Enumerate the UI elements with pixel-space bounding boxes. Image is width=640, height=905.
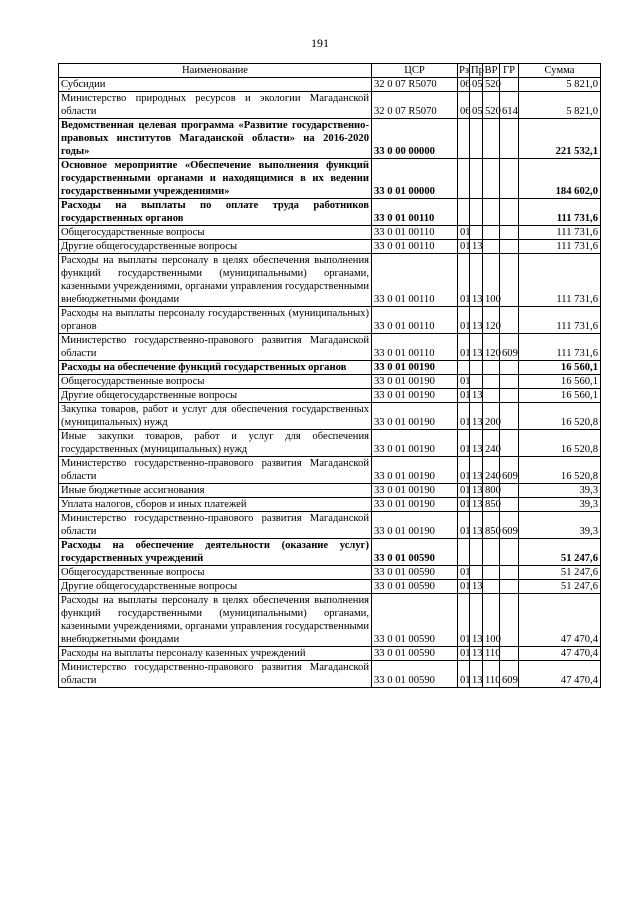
cell-csr: 33 0 01 00190 bbox=[372, 498, 458, 512]
cell-rz: 01 bbox=[458, 254, 470, 307]
cell-sum: 111 731,6 bbox=[519, 254, 601, 307]
cell-pr bbox=[470, 119, 483, 159]
cell-gr bbox=[500, 403, 519, 430]
table-row bbox=[59, 647, 601, 661]
cell-vr: 240 bbox=[483, 457, 500, 484]
cell-gr: 614 bbox=[500, 92, 519, 119]
cell-rz: 06 bbox=[458, 92, 470, 119]
cell-pr: 13 bbox=[470, 498, 483, 512]
cell-csr: 33 0 01 00110 bbox=[372, 334, 458, 361]
cell-rz: 01 bbox=[458, 498, 470, 512]
cell-rz bbox=[458, 199, 470, 226]
cell-name: Общегосударственные вопросы bbox=[59, 566, 372, 580]
cell-name: Другие общегосударственные вопросы bbox=[59, 240, 372, 254]
cell-sum: 16 560,1 bbox=[519, 375, 601, 389]
cell-vr bbox=[483, 389, 500, 403]
table-row bbox=[59, 661, 601, 688]
cell-rz bbox=[458, 361, 470, 375]
cell-sum: 51 247,6 bbox=[519, 539, 601, 566]
cell-pr: 13 bbox=[470, 661, 483, 688]
cell-pr bbox=[470, 361, 483, 375]
cell-gr: 609 bbox=[500, 457, 519, 484]
cell-csr: 33 0 01 00590 bbox=[372, 539, 458, 566]
cell-sum: 47 470,4 bbox=[519, 647, 601, 661]
cell-csr: 33 0 01 00190 bbox=[372, 403, 458, 430]
cell-rz: 01 bbox=[458, 484, 470, 498]
table-row bbox=[59, 240, 601, 254]
cell-rz: 01 bbox=[458, 334, 470, 361]
header-gr: ГР bbox=[500, 64, 519, 78]
cell-gr bbox=[500, 226, 519, 240]
cell-pr: 13 bbox=[470, 594, 483, 647]
cell-sum: 16 560,1 bbox=[519, 389, 601, 403]
cell-name: Министерство природных ресурсов и экологии Магаданской области bbox=[59, 92, 372, 119]
cell-pr: 13 bbox=[470, 254, 483, 307]
cell-sum: 39,3 bbox=[519, 484, 601, 498]
cell-rz: 01 bbox=[458, 661, 470, 688]
cell-vr bbox=[483, 240, 500, 254]
table-row bbox=[59, 361, 601, 375]
cell-csr: 33 0 01 00190 bbox=[372, 512, 458, 539]
cell-gr bbox=[500, 307, 519, 334]
cell-name: Субсидии bbox=[59, 78, 372, 92]
cell-vr bbox=[483, 539, 500, 566]
cell-pr: 13 bbox=[470, 647, 483, 661]
cell-sum: 47 470,4 bbox=[519, 661, 601, 688]
cell-vr: 240 bbox=[483, 430, 500, 457]
cell-name: Иные бюджетные ассигнования bbox=[59, 484, 372, 498]
cell-pr bbox=[470, 159, 483, 199]
table-row bbox=[59, 594, 601, 647]
table-row bbox=[59, 92, 601, 119]
table-row bbox=[59, 226, 601, 240]
cell-vr: 850 bbox=[483, 498, 500, 512]
cell-csr: 33 0 01 00190 bbox=[372, 375, 458, 389]
cell-pr: 13 bbox=[470, 580, 483, 594]
table-row bbox=[59, 389, 601, 403]
cell-name: Ведомственная целевая программа «Развитие государственно-правовых институтов Магаданской области» на 2016-2020 годы» bbox=[59, 119, 372, 159]
cell-vr bbox=[483, 199, 500, 226]
budget-table bbox=[58, 63, 601, 688]
cell-pr bbox=[470, 375, 483, 389]
cell-vr: 800 bbox=[483, 484, 500, 498]
cell-pr: 13 bbox=[470, 389, 483, 403]
cell-gr bbox=[500, 647, 519, 661]
cell-pr: 05 bbox=[470, 92, 483, 119]
table-row bbox=[59, 566, 601, 580]
cell-rz: 01 bbox=[458, 512, 470, 539]
cell-sum: 51 247,6 bbox=[519, 580, 601, 594]
cell-vr: 120 bbox=[483, 334, 500, 361]
cell-name: Расходы на обеспечение функций государственных органов bbox=[59, 361, 372, 375]
cell-csr: 33 0 01 00110 bbox=[372, 199, 458, 226]
cell-sum: 111 731,6 bbox=[519, 240, 601, 254]
cell-gr bbox=[500, 199, 519, 226]
cell-sum: 39,3 bbox=[519, 512, 601, 539]
cell-gr bbox=[500, 566, 519, 580]
cell-rz bbox=[458, 159, 470, 199]
cell-rz: 01 bbox=[458, 457, 470, 484]
table-row bbox=[59, 119, 601, 159]
table-row bbox=[59, 484, 601, 498]
cell-rz bbox=[458, 539, 470, 566]
cell-vr bbox=[483, 375, 500, 389]
cell-vr: 110 bbox=[483, 661, 500, 688]
cell-vr bbox=[483, 361, 500, 375]
cell-gr bbox=[500, 498, 519, 512]
table-row bbox=[59, 512, 601, 539]
cell-sum: 39,3 bbox=[519, 498, 601, 512]
cell-pr: 13 bbox=[470, 403, 483, 430]
cell-gr bbox=[500, 78, 519, 92]
cell-gr bbox=[500, 361, 519, 375]
cell-name: Другие общегосударственные вопросы bbox=[59, 389, 372, 403]
cell-gr: 609 bbox=[500, 334, 519, 361]
cell-gr: 609 bbox=[500, 512, 519, 539]
cell-csr: 33 0 01 00190 bbox=[372, 457, 458, 484]
page-number: 191 bbox=[311, 36, 329, 50]
cell-vr bbox=[483, 159, 500, 199]
header-name: Наименование bbox=[59, 64, 372, 78]
cell-pr: 13 bbox=[470, 430, 483, 457]
table-row bbox=[59, 199, 601, 226]
cell-sum: 51 247,6 bbox=[519, 566, 601, 580]
cell-gr bbox=[500, 539, 519, 566]
cell-pr: 13 bbox=[470, 457, 483, 484]
cell-pr: 13 bbox=[470, 240, 483, 254]
cell-gr bbox=[500, 484, 519, 498]
table-row bbox=[59, 430, 601, 457]
cell-name: Основное мероприятие «Обеспечение выполнения функций государственными органами и находящимися в их ведении государственными учреждениями» bbox=[59, 159, 372, 199]
cell-pr: 05 bbox=[470, 78, 483, 92]
cell-rz: 06 bbox=[458, 78, 470, 92]
cell-gr bbox=[500, 389, 519, 403]
cell-pr bbox=[470, 539, 483, 566]
cell-rz: 01 bbox=[458, 226, 470, 240]
cell-csr: 33 0 01 00590 bbox=[372, 580, 458, 594]
cell-csr: 33 0 01 00110 bbox=[372, 226, 458, 240]
cell-pr bbox=[470, 199, 483, 226]
cell-sum: 111 731,6 bbox=[519, 307, 601, 334]
cell-vr: 520 bbox=[483, 92, 500, 119]
cell-gr bbox=[500, 430, 519, 457]
header-csr: ЦСР bbox=[372, 64, 458, 78]
cell-csr: 33 0 01 00110 bbox=[372, 307, 458, 334]
cell-name: Расходы на выплаты персоналу в целях обеспечения выполнения функций государственными (муниципальными) органами, казенными учреждениями, органами управления государственными внебюджетными фондами bbox=[59, 254, 372, 307]
table-row bbox=[59, 580, 601, 594]
cell-rz: 01 bbox=[458, 566, 470, 580]
cell-pr: 13 bbox=[470, 512, 483, 539]
cell-rz: 01 bbox=[458, 647, 470, 661]
cell-sum: 5 821,0 bbox=[519, 78, 601, 92]
cell-csr: 33 0 01 00110 bbox=[372, 240, 458, 254]
cell-sum: 111 731,6 bbox=[519, 226, 601, 240]
cell-csr: 33 0 01 00110 bbox=[372, 254, 458, 307]
cell-rz: 01 bbox=[458, 403, 470, 430]
cell-rz: 01 bbox=[458, 389, 470, 403]
table-row bbox=[59, 254, 601, 307]
cell-csr: 33 0 01 00000 bbox=[372, 159, 458, 199]
cell-pr bbox=[470, 226, 483, 240]
cell-gr: 609 bbox=[500, 661, 519, 688]
cell-vr: 100 bbox=[483, 254, 500, 307]
table-row bbox=[59, 334, 601, 361]
table-row bbox=[59, 159, 601, 199]
cell-pr: 13 bbox=[470, 334, 483, 361]
cell-name: Иные закупки товаров, работ и услуг для обеспечения государственных (муниципальных) нужд bbox=[59, 430, 372, 457]
table-row bbox=[59, 375, 601, 389]
cell-csr: 33 0 01 00590 bbox=[372, 661, 458, 688]
cell-vr bbox=[483, 226, 500, 240]
cell-name: Общегосударственные вопросы bbox=[59, 375, 372, 389]
cell-rz: 01 bbox=[458, 375, 470, 389]
cell-name: Расходы на обеспечение деятельности (оказание услуг) государственных учреждений bbox=[59, 539, 372, 566]
cell-rz: 01 bbox=[458, 594, 470, 647]
cell-name: Министерство государственно-правового развития Магаданской области bbox=[59, 457, 372, 484]
header-sum: Сумма bbox=[519, 64, 601, 78]
table-row bbox=[59, 498, 601, 512]
cell-name: Расходы на выплаты по оплате труда работников государственных органов bbox=[59, 199, 372, 226]
cell-name: Министерство государственно-правового развития Магаданской области bbox=[59, 334, 372, 361]
cell-sum: 111 731,6 bbox=[519, 199, 601, 226]
cell-name: Министерство государственно-правового развития Магаданской области bbox=[59, 661, 372, 688]
cell-rz: 01 bbox=[458, 580, 470, 594]
cell-sum: 111 731,6 bbox=[519, 334, 601, 361]
cell-vr: 110 bbox=[483, 647, 500, 661]
table-row bbox=[59, 307, 601, 334]
cell-sum: 16 560,1 bbox=[519, 361, 601, 375]
cell-vr: 100 bbox=[483, 594, 500, 647]
cell-csr: 32 0 07 R5070 bbox=[372, 78, 458, 92]
cell-rz: 01 bbox=[458, 240, 470, 254]
table-header-row bbox=[59, 64, 601, 78]
cell-csr: 32 0 07 R5070 bbox=[372, 92, 458, 119]
table-row bbox=[59, 457, 601, 484]
cell-sum: 16 520,8 bbox=[519, 403, 601, 430]
cell-csr: 33 0 00 00000 bbox=[372, 119, 458, 159]
cell-vr: 850 bbox=[483, 512, 500, 539]
cell-gr bbox=[500, 240, 519, 254]
cell-sum: 221 532,1 bbox=[519, 119, 601, 159]
cell-gr bbox=[500, 119, 519, 159]
cell-sum: 16 520,8 bbox=[519, 457, 601, 484]
cell-name: Закупка товаров, работ и услуг для обеспечения государственных (муниципальных) нужд bbox=[59, 403, 372, 430]
table-body bbox=[59, 78, 601, 688]
cell-vr: 200 bbox=[483, 403, 500, 430]
table-row bbox=[59, 403, 601, 430]
cell-name: Расходы на выплаты персоналу казенных учреждений bbox=[59, 647, 372, 661]
cell-name: Расходы на выплаты персоналу государственных (муниципальных) органов bbox=[59, 307, 372, 334]
cell-vr bbox=[483, 580, 500, 594]
cell-gr bbox=[500, 375, 519, 389]
cell-sum: 16 520,8 bbox=[519, 430, 601, 457]
cell-name: Расходы на выплаты персоналу в целях обеспечения выполнения функций государственными (муниципальными) органами, казенными учреждениями, органами управления государственными внебюджетными фондами bbox=[59, 594, 372, 647]
cell-rz: 01 bbox=[458, 307, 470, 334]
cell-pr: 13 bbox=[470, 307, 483, 334]
cell-csr: 33 0 01 00590 bbox=[372, 566, 458, 580]
cell-vr bbox=[483, 566, 500, 580]
table-row bbox=[59, 539, 601, 566]
cell-vr: 520 bbox=[483, 78, 500, 92]
cell-sum: 47 470,4 bbox=[519, 594, 601, 647]
cell-rz: 01 bbox=[458, 430, 470, 457]
cell-gr bbox=[500, 159, 519, 199]
cell-csr: 33 0 01 00190 bbox=[372, 361, 458, 375]
cell-csr: 33 0 01 00190 bbox=[372, 430, 458, 457]
cell-csr: 33 0 01 00590 bbox=[372, 594, 458, 647]
cell-sum: 5 821,0 bbox=[519, 92, 601, 119]
cell-name: Министерство государственно-правового развития Магаданской области bbox=[59, 512, 372, 539]
cell-vr bbox=[483, 119, 500, 159]
cell-vr: 120 bbox=[483, 307, 500, 334]
cell-rz bbox=[458, 119, 470, 159]
cell-sum: 184 602,0 bbox=[519, 159, 601, 199]
header-pr: Пр bbox=[471, 65, 484, 76]
header-vr: ВР bbox=[483, 64, 500, 78]
cell-csr: 33 0 01 00190 bbox=[372, 389, 458, 403]
header-rz: Рз bbox=[459, 65, 470, 76]
cell-pr bbox=[470, 566, 483, 580]
cell-csr: 33 0 01 00190 bbox=[372, 484, 458, 498]
table-row bbox=[59, 78, 601, 92]
cell-name: Общегосударственные вопросы bbox=[59, 226, 372, 240]
cell-gr bbox=[500, 254, 519, 307]
cell-gr bbox=[500, 580, 519, 594]
cell-name: Уплата налогов, сборов и иных платежей bbox=[59, 498, 372, 512]
cell-pr: 13 bbox=[470, 484, 483, 498]
cell-csr: 33 0 01 00590 bbox=[372, 647, 458, 661]
cell-name: Другие общегосударственные вопросы bbox=[59, 580, 372, 594]
cell-gr bbox=[500, 594, 519, 647]
